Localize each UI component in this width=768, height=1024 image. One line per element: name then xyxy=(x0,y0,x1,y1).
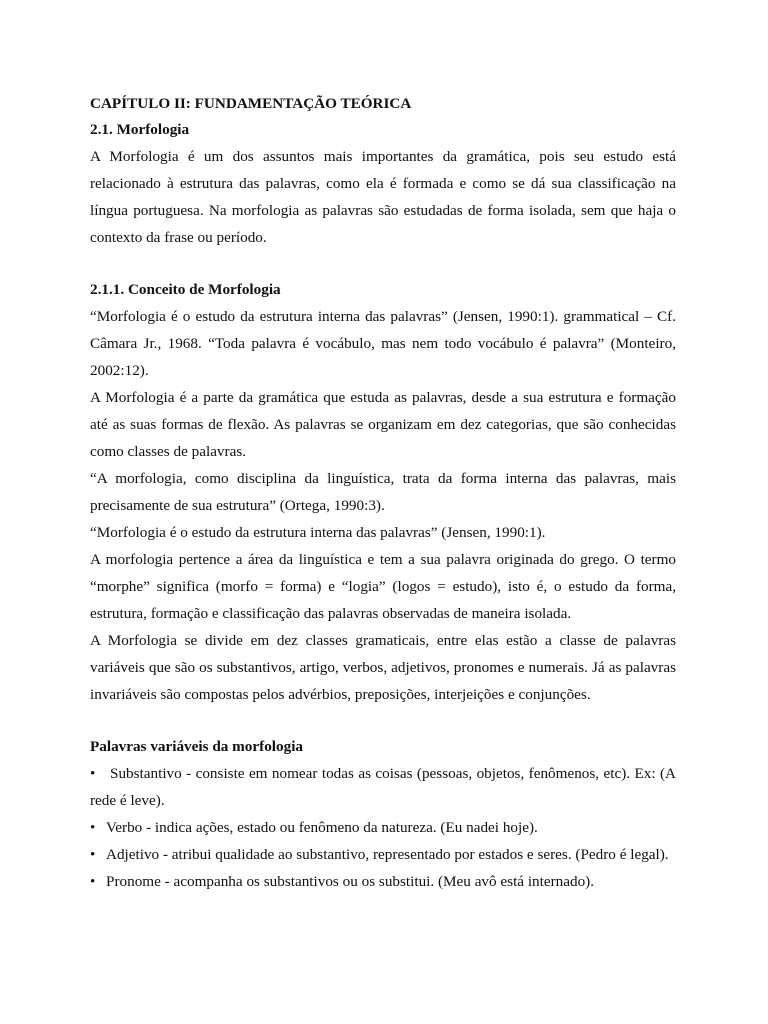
bullet-icon: • xyxy=(90,819,96,836)
list-item-text: Pronome - acompanha os substantivos ou os substitui. (Meu avô está internado). xyxy=(106,873,595,890)
bullet-icon: • xyxy=(90,846,96,863)
list-item xyxy=(90,841,676,868)
paragraph-conceito-2: A Morfologia é a parte da gramática que estuda as palavras, desde a sua estrutura e formação até as suas formas de flexão. As palavras se organizam em dez categorias, que são conhecidas como classes de palavras. xyxy=(90,389,676,460)
chapter-title: CAPÍTULO II: FUNDAMENTAÇÃO TEÓRICA xyxy=(90,95,412,112)
document-page xyxy=(90,91,676,895)
section-spacer xyxy=(90,251,676,277)
paragraph-conceito-1: “Morfologia é o estudo da estrutura interna das palavras” (Jensen, 1990:1). grammatical – Cf. Câmara Jr., 1968. “Toda palavra é vocábulo, mas nem todo vocábulo é palavra” (Monteiro, 2002:12). xyxy=(90,308,676,379)
list-item-text: Substantivo - consiste em nomear todas as coisas (pessoas, objetos, fenômenos, etc). Ex: (A rede é leve). xyxy=(90,765,676,809)
bullet-icon: • xyxy=(90,765,96,782)
variable-words-list xyxy=(90,760,676,895)
bullet-icon: • xyxy=(90,873,96,890)
list-item xyxy=(90,760,676,814)
paragraph-morfologia-intro: A Morfologia é um dos assuntos mais importantes da gramática, pois seu estudo está relacionado à estrutura das palavras, como ela é formada e como se dá sua classificação na língua portuguesa. Na morfologia as palavras são estudadas de forma isolada, sem que haja o contexto da frase ou período. xyxy=(90,148,676,246)
list-item xyxy=(90,868,676,895)
section-heading-morfologia: 2.1. Morfologia xyxy=(90,121,190,138)
paragraph-conceito-5: A morfologia pertence a área da linguística e tem a sua palavra originada do grego. O termo “morphe” significa (morfo = forma) e “logia” (logos = estudo), isto é, o estudo da forma, estrutura, formação e classificação das palavras observadas de maneira isolada. xyxy=(90,551,676,622)
paragraph-conceito-6: A Morfologia se divide em dez classes gramaticais, entre elas estão a classe de palavras variáveis que são os substantivos, artigo, verbos, adjetivos, pronomes e numerais. Já as palavras invariáveis são compostas pelos advérbios, preposições, interjeições e conjunções. xyxy=(90,632,676,703)
section-heading-palavras-variaveis: Palavras variáveis da morfologia xyxy=(90,738,304,755)
paragraph-conceito-4: “Morfologia é o estudo da estrutura interna das palavras” (Jensen, 1990:1). xyxy=(90,524,546,541)
list-item xyxy=(90,814,676,841)
section-spacer xyxy=(90,708,676,734)
section-heading-conceito: 2.1.1. Conceito de Morfologia xyxy=(90,281,281,298)
list-item-text: Verbo - indica ações, estado ou fenômeno da natureza. (Eu nadei hoje). xyxy=(106,819,538,836)
list-item-text: Adjetivo - atribui qualidade ao substantivo, representado por estados e seres. (Pedro é legal). xyxy=(106,846,669,863)
paragraph-conceito-3: “A morfologia, como disciplina da linguística, trata da forma interna das palavras, mais precisamente de sua estrutura” (Ortega, 1990:3). xyxy=(90,470,676,514)
